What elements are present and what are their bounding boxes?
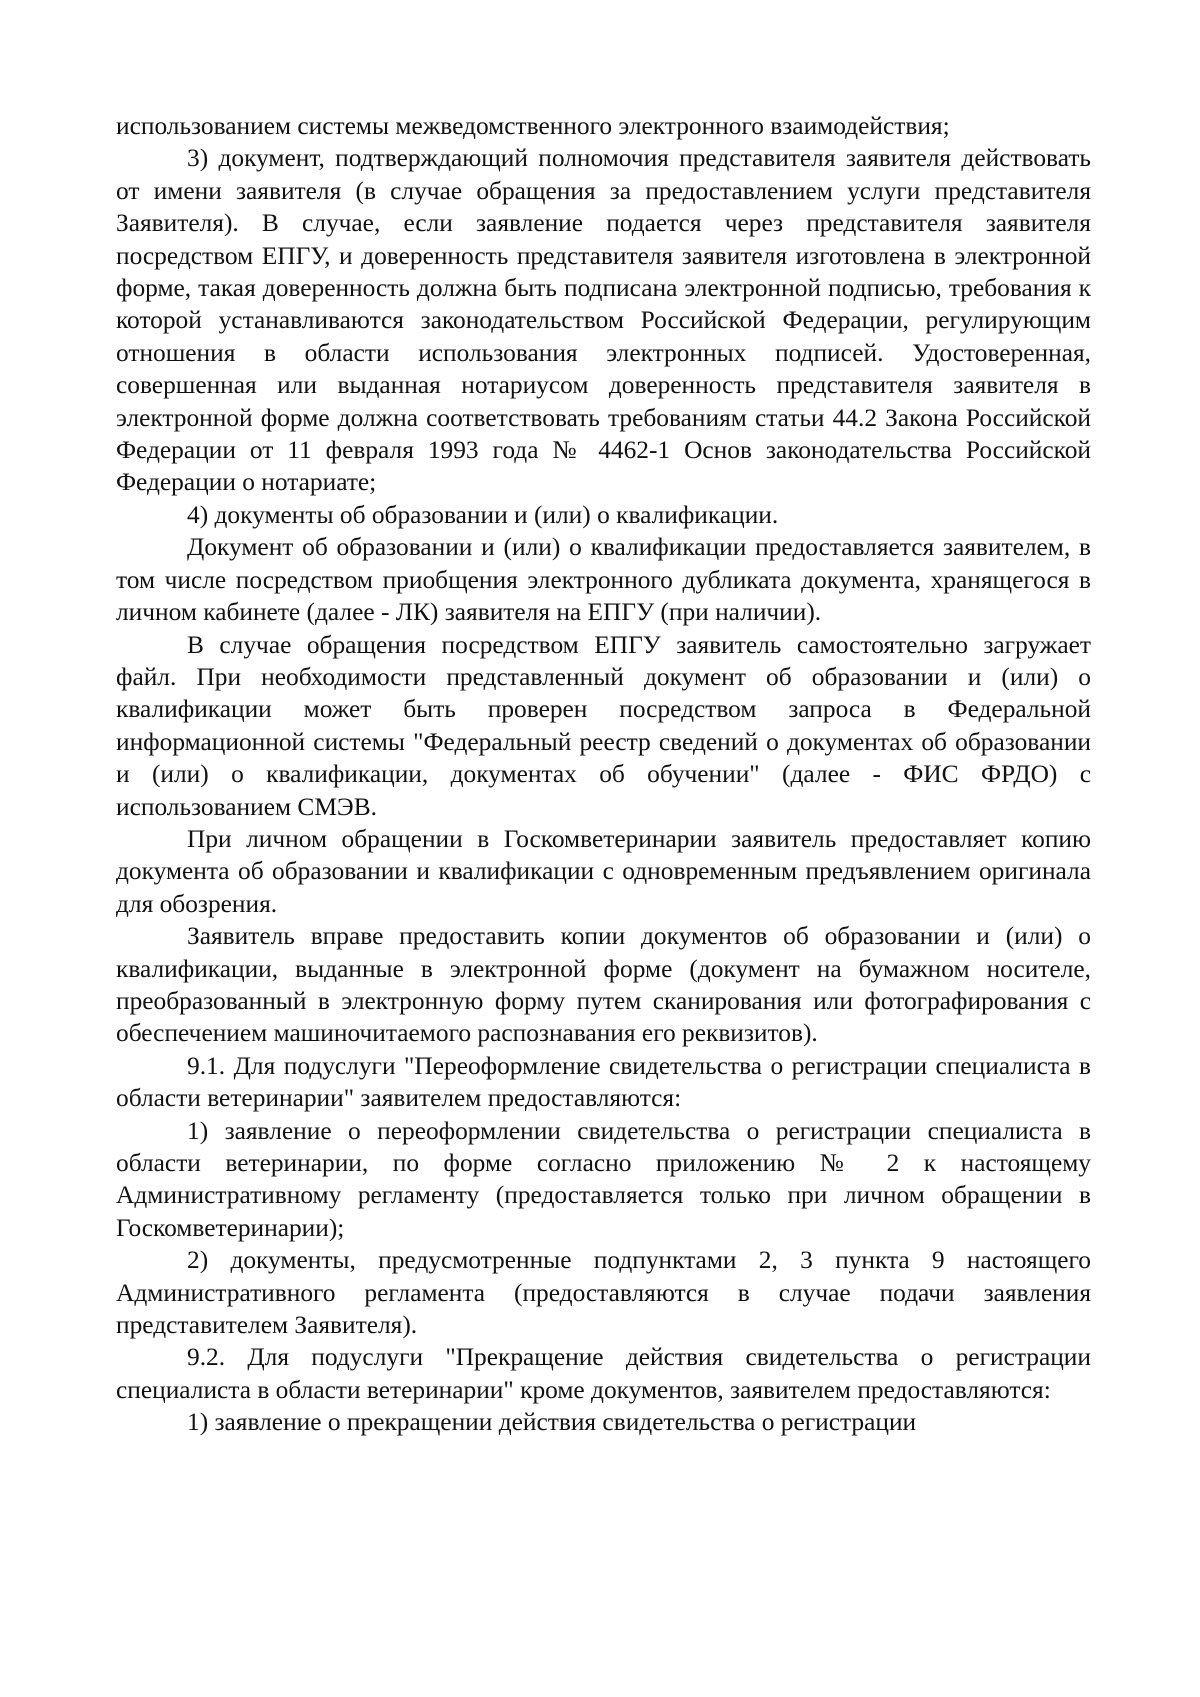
paragraph-9-1-item-2: 2) документы, предусмотренные подпунктами 2, 3 пункта 9 настоящего Административного регламента (предоставляются в случае подачи заявления представителем Заявителя).: [116, 1246, 1091, 1340]
paragraph-personal-visit: При личном обращении в Госкомветеринарии заявитель предоставляет копию документа об образовании и квалификации с одновременным предъявлением оригинала для обозрения.: [116, 824, 1091, 918]
paragraph-9-2-item-1: 1) заявление о прекращении действия свидетельства о регистрации: [187, 1408, 917, 1437]
paragraph-epgu-upload: В случае обращения посредством ЕПГУ заявитель самостоятельно загружает файл. При необходимости представленный документ об образовании и (или) о квалификации может быть проверен посредством запроса в Федеральной информационной системы "Федеральный реестр сведений о документах об образовании и (или) о квалификации, документах об обучении" (далее - ФИС ФРДО) с использованием СМЭВ.: [116, 630, 1091, 821]
paragraph-section-9-1: 9.1. Для подуслуги "Переоформление свидетельства о регистрации специалиста в области ветеринарии" заявителем предоставляются:: [116, 1051, 1091, 1113]
paragraph-education-document: Документ об образовании и (или) о квалификации предоставляется заявителем, в том числе посредством приобщения электронного дубликата документа, хранящегося в личном кабинете (далее - ЛК) заявителя на ЕПГУ (при наличии).: [116, 533, 1091, 627]
paragraph-continuation: использованием системы межведомственного электронного взаимодействия;: [116, 112, 950, 140]
paragraph-section-9-2: 9.2. Для подуслуги "Прекращение действия свидетельства о регистрации специалиста в области ветеринарии" кроме документов, заявителем предоставляются:: [116, 1343, 1091, 1404]
paragraph-9-1-item-1: 1) заявление о переоформлении свидетельства о регистрации специалиста в области ветеринарии, по форме согласно приложению № 2 к настоящему Административному регламенту (предоставляется только при личном обращении в Госкомветеринарии);: [116, 1116, 1091, 1242]
paragraph-item-3: 3) документ, подтверждающий полномочия представителя заявителя действовать от имени заявителя (в случае обращения за предоставлением услуги представителя Заявителя). В случае, если заявление подается через представителя заявителя посредством ЕПГУ, и доверенность представителя заявителя изготовлена в электронной форме, такая доверенность должна быть подписана электронной подписью, требования к которой устанавливаются законодательством Российской Федерации, регулирующим отношения в области использования электронных подписей. Удостоверенная, совершенная или выданная нотариусом доверенность представителя заявителя в электронной форме должна соответствовать требованиям статьи 44.2 Закона Российской Федерации от 11 февраля 1993 года № 4462-1 Основ законодательства Российской Федерации о нотариате;: [116, 144, 1091, 497]
paragraph-electronic-copies: Заявитель вправе предоставить копии документов об образовании и (или) о квалификации, выданные в электронной форме (документ на бумажном носителе, преобразованный в электронную форму путем сканирования или фотографирования с обеспечением машиночитаемого распознавания его реквизитов).: [116, 922, 1091, 1048]
paragraph-item-4: 4) документы об образовании и (или) о квалификации.: [187, 500, 779, 529]
document-page: [116, 110, 1091, 1439]
